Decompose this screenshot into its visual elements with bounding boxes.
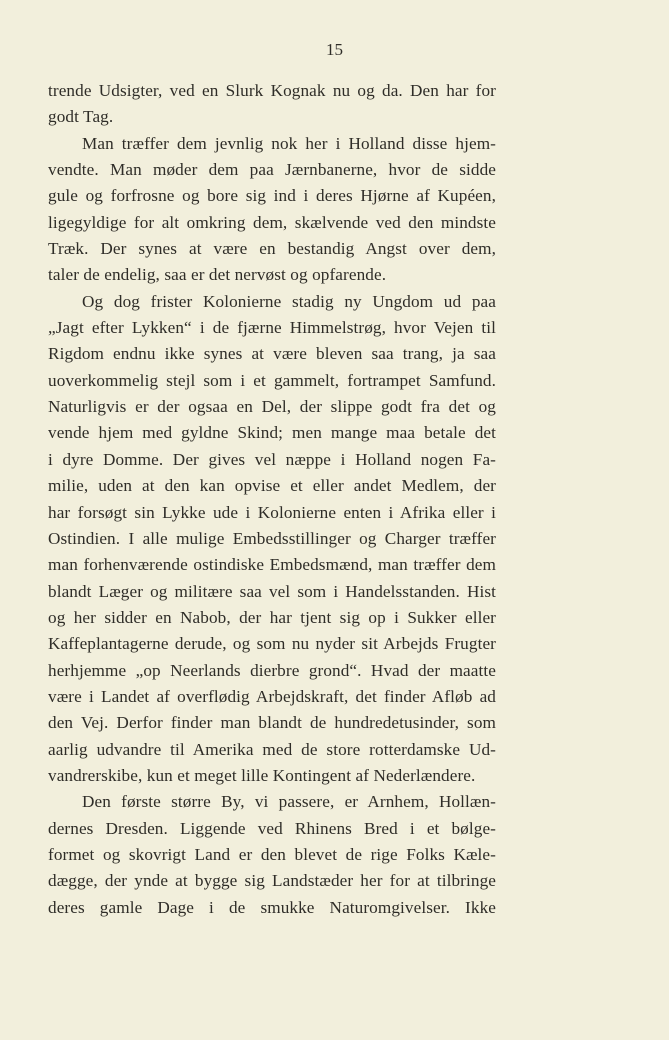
text-line: være i Landet af overflødig Arbejdskraft, det finder Afløb ad — [48, 686, 496, 706]
text-line: blandt Læger og militære saa vel som i Handelsstanden. Hist — [48, 581, 496, 601]
page-number: 15 — [326, 40, 343, 59]
text-line: Naturligvis er der ogsaa en Del, der slippe godt fra det og — [48, 397, 496, 417]
text-line: dernes Dresden. Liggende ved Rhinens Bred i et bølge- — [48, 818, 496, 838]
text-line: dægge, der ynde at bygge sig Landstæder her for at tilbringe — [48, 871, 496, 891]
text-line: herhjemme „op Neerlands dierbre grond“. Hvad der maatte — [48, 660, 496, 680]
page-body-text — [48, 78, 496, 921]
text-line: vandrerskibe, kun et meget lille Kontingent af Nederlændere. — [48, 765, 476, 785]
paragraph — [48, 131, 496, 289]
text-line: har forsøgt sin Lykke ude i Kolonierne enten i Afrika eller i — [48, 502, 496, 522]
text-line: man forhenværende ostindiske Embedsmænd, man træffer dem — [48, 555, 496, 575]
paragraph — [48, 78, 496, 131]
paragraph — [48, 789, 496, 921]
text-line: milie, uden at den kan opvise et eller andet Medlem, der — [48, 476, 496, 496]
text-line: vende hjem med gyldne Skind; men mange maa betale det — [48, 423, 496, 443]
text-line: Og dog frister Kolonierne stadig ny Ungdom ud paa — [82, 291, 496, 311]
text-line: gule og forfrosne og bore sig ind i deres Hjørne af Kupéen, — [48, 186, 496, 206]
text-line: Man træffer dem jevnlig nok her i Holland disse hjem- — [82, 133, 496, 153]
text-line: formet og skovrigt Land er den blevet de rige Folks Kæle- — [48, 844, 496, 864]
text-line: aarlig udvandre til Amerika med de store rotterdamske Ud- — [48, 739, 496, 759]
text-line: godt Tag. — [48, 107, 114, 127]
text-line: Træk. Der synes at være en bestandig Angst over dem, — [48, 239, 496, 259]
text-line: deres gamle Dage i de smukke Naturomgivelser. Ikke — [48, 897, 496, 917]
text-line: trende Udsigter, ved en Slurk Kognak nu og da. Den har for — [48, 81, 496, 100]
text-line: i dyre Domme. Der gives vel næppe i Holland nogen Fa- — [48, 449, 496, 469]
text-line: Kaffeplantagerne derude, og som nu nyder sit Arbejds Frugter — [48, 634, 496, 654]
text-line: uoverkommelig stejl som i et gammelt, fortrampet Samfund. — [48, 370, 496, 390]
text-line: taler de endelig, saa er det nervøst og opfarende. — [48, 265, 387, 285]
text-line: den Vej. Derfor finder man blandt de hundredetusinder, som — [48, 713, 496, 733]
text-line: Rigdom endnu ikke synes at være bleven saa trang, ja saa — [48, 344, 496, 364]
text-line: Den første større By, vi passere, er Arnhem, Hollæn- — [82, 792, 496, 812]
text-line: og her sidder en Nabob, der har tjent sig op i Sukker eller — [48, 607, 496, 627]
text-line: ligegyldige for alt omkring dem, skælvende ved den mindste — [48, 212, 496, 232]
text-line: Ostindien. I alle mulige Embedsstillinger og Charger træffer — [48, 528, 496, 548]
text-line: vendte. Man møder dem paa Jærnbanerne, hvor de sidde — [48, 160, 496, 180]
paragraph — [48, 289, 496, 790]
text-line: „Jagt efter Lykken“ i de fjærne Himmelstrøg, hvor Vejen til — [48, 318, 496, 338]
